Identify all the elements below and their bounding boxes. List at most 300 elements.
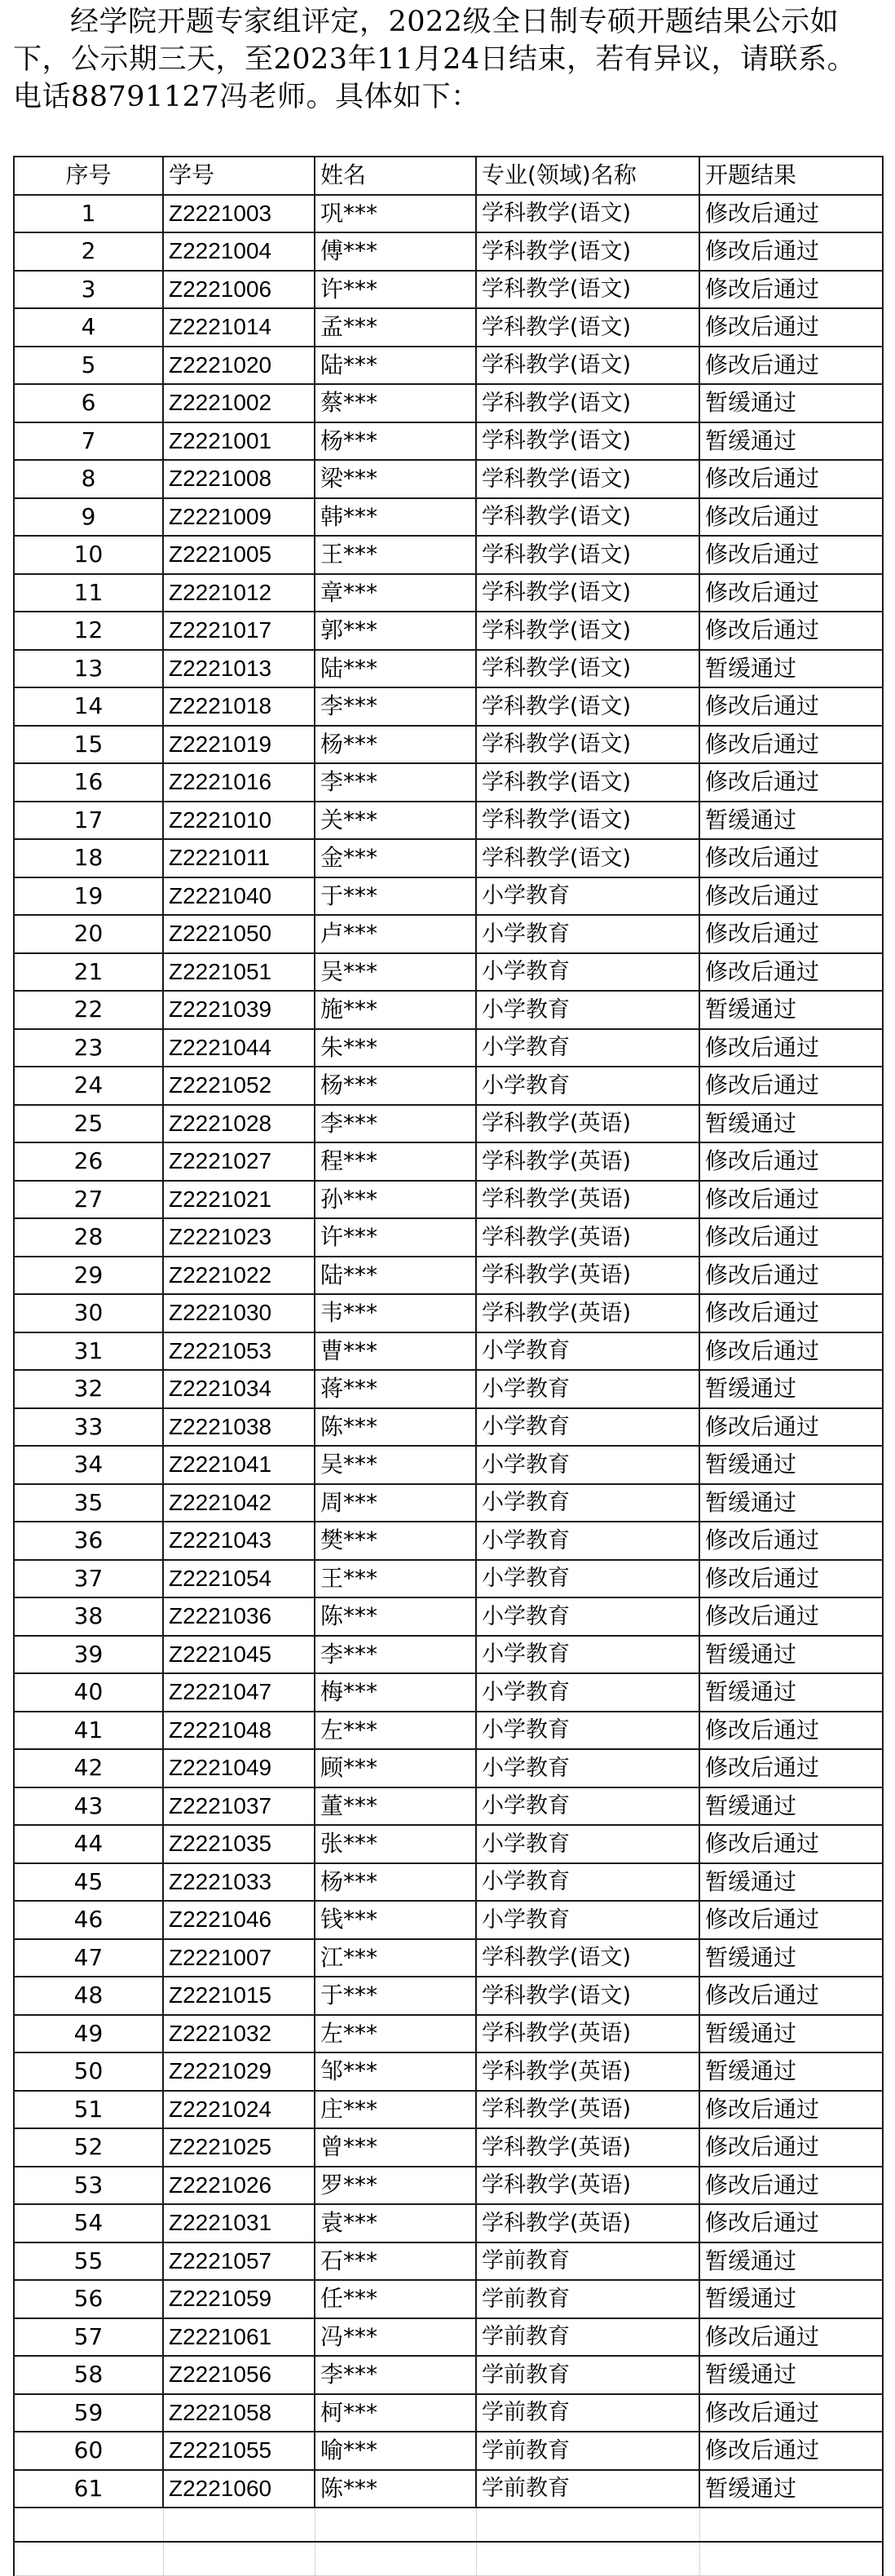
cell-major: 学前教育 [476,2394,699,2432]
table-row [14,1673,883,1712]
cell-seq: 1 [14,195,163,233]
empty-cell [315,2542,476,2576]
cell-name: 陈*** [315,1408,476,1447]
cell-student-id: Z2221038 [163,1408,315,1447]
cell-result: 修改后通过 [699,308,883,347]
header-result: 开题结果 [699,157,883,195]
table-row [14,232,883,271]
cell-major: 学科教学(语文) [476,726,699,764]
cell-result: 暂缓通过 [699,1370,883,1408]
cell-major: 小学教育 [476,1901,699,1939]
cell-student-id: Z2221024 [163,2091,315,2129]
cell-seq: 40 [14,1673,163,1712]
table-row [14,1294,883,1332]
cell-name: 蒋*** [315,1370,476,1408]
cell-student-id: Z2221019 [163,726,315,764]
table-row [14,650,883,688]
cell-name: 左*** [315,1712,476,1750]
cell-major: 学科教学(语文) [476,271,699,309]
cell-student-id: Z2221007 [163,1939,315,1977]
cell-name: 钱*** [315,1901,476,1939]
cell-major: 学科教学(英语) [476,2204,699,2242]
cell-major: 学科教学(语文) [476,612,699,650]
cell-student-id: Z2221025 [163,2128,315,2167]
cell-result: 修改后通过 [699,2091,883,2129]
table-row [14,347,883,385]
cell-seq: 6 [14,384,163,422]
cell-seq: 2 [14,232,163,271]
cell-name: 朱*** [315,1029,476,1067]
cell-result: 暂缓通过 [699,2015,883,2053]
cell-student-id: Z2221001 [163,422,315,461]
table-row [14,1446,883,1484]
cell-name: 柯*** [315,2394,476,2432]
empty-cell [476,2542,699,2576]
cell-result: 修改后通过 [699,763,883,802]
empty-cell [315,2508,476,2542]
cell-seq: 12 [14,612,163,650]
cell-seq: 11 [14,574,163,612]
table-row [14,422,883,461]
cell-major: 学科教学(英语) [476,2167,699,2205]
cell-result: 暂缓通过 [699,1787,883,1826]
cell-student-id: Z2221045 [163,1636,315,1674]
cell-student-id: Z2221006 [163,271,315,309]
cell-result: 修改后通过 [699,2318,883,2357]
cell-seq: 37 [14,1560,163,1598]
cell-student-id: Z2221052 [163,1067,315,1105]
table-body [14,195,883,2576]
cell-student-id: Z2221010 [163,802,315,840]
cell-seq: 36 [14,1522,163,1560]
cell-student-id: Z2221022 [163,1257,315,1295]
cell-student-id: Z2221004 [163,232,315,271]
cell-result: 暂缓通过 [699,991,883,1029]
cell-major: 小学教育 [476,1370,699,1408]
cell-student-id: Z2221033 [163,1863,315,1902]
cell-seq: 32 [14,1370,163,1408]
cell-seq: 24 [14,1067,163,1105]
table-row [14,1522,883,1560]
table-row [14,991,883,1029]
cell-major: 学科教学(语文) [476,650,699,688]
cell-seq: 48 [14,1977,163,2015]
cell-major: 学科教学(英语) [476,2091,699,2129]
cell-result: 暂缓通过 [699,1446,883,1484]
table-row [14,2470,883,2508]
cell-result: 暂缓通过 [699,2280,883,2318]
empty-row [14,2542,883,2576]
cell-seq: 55 [14,2242,163,2281]
cell-name: 许*** [315,1218,476,1257]
cell-name: 王*** [315,536,476,574]
table-row [14,1370,883,1408]
cell-major: 学科教学(英语) [476,1181,699,1219]
cell-major: 小学教育 [476,1636,699,1674]
cell-student-id: Z2221029 [163,2052,315,2091]
table-row [14,271,883,309]
cell-seq: 30 [14,1294,163,1332]
cell-major: 小学教育 [476,1446,699,1484]
table-row [14,2167,883,2205]
table-row [14,1181,883,1219]
cell-name: 许*** [315,271,476,309]
cell-result: 修改后通过 [699,1257,883,1295]
cell-name: 杨*** [315,726,476,764]
cell-seq: 27 [14,1181,163,1219]
table-row [14,2394,883,2432]
cell-result: 暂缓通过 [699,2242,883,2281]
cell-result: 修改后通过 [699,2167,883,2205]
cell-name: 杨*** [315,422,476,461]
cell-result: 修改后通过 [699,1825,883,1863]
cell-result: 修改后通过 [699,574,883,612]
cell-student-id: Z2221041 [163,1446,315,1484]
empty-cell [14,2508,163,2542]
cell-major: 小学教育 [476,1560,699,1598]
table-row [14,2280,883,2318]
cell-name: 李*** [315,763,476,802]
cell-seq: 25 [14,1105,163,1143]
cell-name: 樊*** [315,1522,476,1560]
cell-major: 小学教育 [476,1484,699,1522]
cell-result: 修改后通过 [699,1294,883,1332]
cell-result: 修改后通过 [699,498,883,537]
cell-student-id: Z2221018 [163,687,315,726]
cell-seq: 42 [14,1749,163,1787]
table-row [14,2204,883,2242]
cell-name: 杨*** [315,1067,476,1105]
cell-student-id: Z2221053 [163,1332,315,1371]
table-row [14,726,883,764]
table-row [14,1749,883,1787]
cell-student-id: Z2221027 [163,1142,315,1181]
cell-student-id: Z2221058 [163,2394,315,2432]
cell-student-id: Z2221011 [163,839,315,877]
cell-major: 学科教学(英语) [476,1105,699,1143]
cell-result: 修改后通过 [699,1712,883,1750]
cell-name: 陆*** [315,1257,476,1295]
cell-major: 学科教学(语文) [476,460,699,498]
cell-result: 修改后通过 [699,839,883,877]
cell-name: 程*** [315,1142,476,1181]
cell-name: 杨*** [315,1863,476,1902]
cell-student-id: Z2221043 [163,1522,315,1560]
cell-result: 暂缓通过 [699,1863,883,1902]
cell-student-id: Z2221030 [163,1294,315,1332]
cell-major: 学前教育 [476,2356,699,2394]
cell-student-id: Z2221003 [163,195,315,233]
table-row [14,687,883,726]
header-name: 姓名 [315,157,476,195]
cell-result: 修改后通过 [699,1408,883,1447]
cell-seq: 41 [14,1712,163,1750]
cell-result: 修改后通过 [699,1029,883,1067]
cell-seq: 31 [14,1332,163,1371]
cell-name: 王*** [315,1560,476,1598]
table-row [14,1560,883,1598]
cell-result: 修改后通过 [699,1218,883,1257]
cell-seq: 21 [14,953,163,992]
cell-result: 暂缓通过 [699,650,883,688]
cell-result: 暂缓通过 [699,1636,883,1674]
table-row [14,802,883,840]
cell-major: 学科教学(语文) [476,574,699,612]
cell-seq: 16 [14,763,163,802]
empty-cell [699,2508,883,2542]
table-row [14,2242,883,2281]
cell-student-id: Z2221051 [163,953,315,992]
cell-name: 陆*** [315,347,476,385]
cell-seq: 15 [14,726,163,764]
cell-major: 小学教育 [476,1597,699,1636]
empty-cell [699,2542,883,2576]
table-row [14,574,883,612]
cell-seq: 33 [14,1408,163,1447]
cell-result: 修改后通过 [699,1749,883,1787]
cell-seq: 58 [14,2356,163,2394]
cell-seq: 39 [14,1636,163,1674]
cell-result: 修改后通过 [699,1597,883,1636]
cell-result: 修改后通过 [699,1522,883,1560]
cell-seq: 7 [14,422,163,461]
cell-major: 学科教学(英语) [476,2015,699,2053]
cell-student-id: Z2221014 [163,308,315,347]
cell-name: 任*** [315,2280,476,2318]
cell-name: 左*** [315,2015,476,2053]
cell-major: 小学教育 [476,877,699,916]
cell-student-id: Z2221056 [163,2356,315,2394]
cell-name: 陈*** [315,1597,476,1636]
table-row [14,1597,883,1636]
cell-major: 学科教学(英语) [476,1142,699,1181]
cell-result: 修改后通过 [699,232,883,271]
cell-major: 学科教学(语文) [476,839,699,877]
cell-name: 吴*** [315,1446,476,1484]
cell-result: 暂缓通过 [699,384,883,422]
table-row [14,1218,883,1257]
cell-seq: 4 [14,308,163,347]
table-row [14,1636,883,1674]
cell-name: 于*** [315,1977,476,2015]
cell-major: 学前教育 [476,2242,699,2281]
cell-student-id: Z2221057 [163,2242,315,2281]
table-row [14,536,883,574]
cell-result: 修改后通过 [699,536,883,574]
cell-seq: 22 [14,991,163,1029]
cell-result: 修改后通过 [699,460,883,498]
table-row [14,195,883,233]
cell-student-id: Z2221046 [163,1901,315,1939]
cell-student-id: Z2221021 [163,1181,315,1219]
table-row [14,1863,883,1902]
cell-name: 章*** [315,574,476,612]
cell-result: 修改后通过 [699,1181,883,1219]
cell-name: 孟*** [315,308,476,347]
cell-result: 修改后通过 [699,271,883,309]
cell-result: 修改后通过 [699,1560,883,1598]
cell-seq: 59 [14,2394,163,2432]
cell-seq: 52 [14,2128,163,2167]
cell-student-id: Z2221035 [163,1825,315,1863]
cell-name: 关*** [315,802,476,840]
cell-seq: 38 [14,1597,163,1636]
cell-result: 修改后通过 [699,726,883,764]
cell-major: 小学教育 [476,1749,699,1787]
cell-name: 曹*** [315,1332,476,1371]
cell-student-id: Z2221002 [163,384,315,422]
cell-seq: 19 [14,877,163,916]
cell-result: 修改后通过 [699,953,883,992]
cell-result: 修改后通过 [699,915,883,953]
cell-seq: 35 [14,1484,163,1522]
cell-name: 李*** [315,1105,476,1143]
cell-major: 学科教学(语文) [476,232,699,271]
cell-seq: 13 [14,650,163,688]
cell-seq: 49 [14,2015,163,2053]
cell-name: 袁*** [315,2204,476,2242]
cell-major: 小学教育 [476,1863,699,1902]
cell-result: 修改后通过 [699,347,883,385]
cell-student-id: Z2221049 [163,1749,315,1787]
cell-major: 学科教学(英语) [476,1218,699,1257]
table-row [14,1067,883,1105]
cell-student-id: Z2221055 [163,2432,315,2470]
cell-result: 修改后通过 [699,1067,883,1105]
cell-name: 江*** [315,1939,476,1977]
cell-seq: 3 [14,271,163,309]
table-row [14,1332,883,1371]
notice-text: 经学院开题专家组评定，2022级全日制专硕开题结果公示如下，公示期三天，至2023年11月24日结束，若有异议，请联系。电话88791127冯老师。具体如下： [13,6,857,113]
cell-seq: 8 [14,460,163,498]
cell-result: 修改后通过 [699,2204,883,2242]
cell-seq: 61 [14,2470,163,2508]
cell-major: 学科教学(语文) [476,536,699,574]
cell-result: 修改后通过 [699,1901,883,1939]
table-row [14,953,883,992]
cell-name: 巩*** [315,195,476,233]
header-seq: 序号 [14,157,163,195]
cell-major: 学科教学(英语) [476,2052,699,2091]
cell-seq: 26 [14,1142,163,1181]
cell-name: 韦*** [315,1294,476,1332]
cell-student-id: Z2221050 [163,915,315,953]
cell-student-id: Z2221008 [163,460,315,498]
table-row [14,2432,883,2470]
cell-result: 修改后通过 [699,1142,883,1181]
cell-name: 张*** [315,1825,476,1863]
cell-result: 暂缓通过 [699,2470,883,2508]
cell-name: 于*** [315,877,476,916]
cell-seq: 23 [14,1029,163,1067]
cell-major: 小学教育 [476,1029,699,1067]
cell-major: 学科教学(语文) [476,384,699,422]
cell-student-id: Z2221060 [163,2470,315,2508]
cell-result: 暂缓通过 [699,802,883,840]
cell-major: 学科教学(语文) [476,687,699,726]
cell-name: 石*** [315,2242,476,2281]
table-row [14,1825,883,1863]
cell-student-id: Z2221061 [163,2318,315,2357]
cell-student-id: Z2221039 [163,991,315,1029]
cell-student-id: Z2221037 [163,1787,315,1826]
cell-major: 学前教育 [476,2280,699,2318]
table-row [14,915,883,953]
cell-name: 曾*** [315,2128,476,2167]
cell-name: 周*** [315,1484,476,1522]
cell-major: 学科教学(语文) [476,347,699,385]
cell-major: 学前教育 [476,2470,699,2508]
cell-name: 陈*** [315,2470,476,2508]
table-row [14,308,883,347]
cell-result: 修改后通过 [699,195,883,233]
cell-student-id: Z2221034 [163,1370,315,1408]
cell-result: 暂缓通过 [699,422,883,461]
cell-result: 暂缓通过 [699,1673,883,1712]
cell-seq: 9 [14,498,163,537]
cell-student-id: Z2221042 [163,1484,315,1522]
cell-student-id: Z2221013 [163,650,315,688]
table-row [14,2052,883,2091]
cell-seq: 17 [14,802,163,840]
cell-name: 邹*** [315,2052,476,2091]
cell-name: 陆*** [315,650,476,688]
cell-major: 学科教学(语文) [476,763,699,802]
cell-student-id: Z2221009 [163,498,315,537]
cell-student-id: Z2221028 [163,1105,315,1143]
cell-result: 修改后通过 [699,2128,883,2167]
table-row [14,460,883,498]
cell-major: 学科教学(语文) [476,498,699,537]
cell-student-id: Z2221031 [163,2204,315,2242]
table-row [14,1901,883,1939]
cell-seq: 18 [14,839,163,877]
cell-student-id: Z2221044 [163,1029,315,1067]
table-row [14,384,883,422]
cell-major: 小学教育 [476,1712,699,1750]
table-row [14,2128,883,2167]
cell-student-id: Z2221040 [163,877,315,916]
cell-seq: 53 [14,2167,163,2205]
empty-cell [163,2542,315,2576]
cell-student-id: Z2221036 [163,1597,315,1636]
cell-name: 卢*** [315,915,476,953]
table-row [14,1977,883,2015]
table-row [14,1142,883,1181]
cell-student-id: Z2221059 [163,2280,315,2318]
cell-major: 学科教学(英语) [476,1257,699,1295]
cell-seq: 44 [14,1825,163,1863]
cell-result: 修改后通过 [699,612,883,650]
cell-major: 学科教学(英语) [476,2128,699,2167]
cell-seq: 57 [14,2318,163,2357]
cell-student-id: Z2221054 [163,1560,315,1598]
table-row [14,1787,883,1826]
cell-student-id: Z2221020 [163,347,315,385]
table-row [14,612,883,650]
cell-major: 学科教学(语文) [476,308,699,347]
cell-name: 梅*** [315,1673,476,1712]
cell-student-id: Z2221016 [163,763,315,802]
cell-seq: 45 [14,1863,163,1902]
cell-result: 修改后通过 [699,2394,883,2432]
cell-major: 小学教育 [476,1673,699,1712]
table-row [14,1939,883,1977]
results-table [13,156,884,2576]
cell-name: 李*** [315,2356,476,2394]
cell-name: 冯*** [315,2318,476,2357]
cell-name: 李*** [315,1636,476,1674]
